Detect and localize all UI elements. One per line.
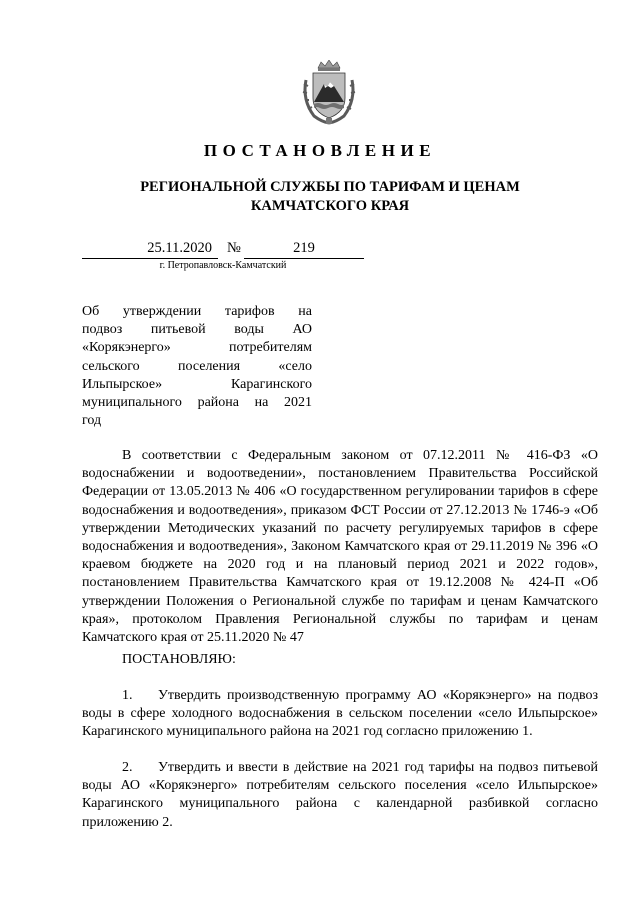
subject-line: «Корякэнерго» потребителям: [82, 340, 312, 356]
decree-item-2: [82, 759, 598, 832]
issuer-name-line: КАМЧАТСКОГО КРАЯ: [250, 198, 410, 214]
item-number: 1.: [122, 688, 133, 703]
document-number: 219: [244, 238, 364, 259]
subject-line: Ильпырское» Карагинского: [82, 376, 312, 392]
subject-line: год: [82, 413, 102, 429]
number-sign: №: [227, 240, 241, 256]
subject-line: сельского поселения «село: [82, 358, 312, 374]
item-text: Утвердить производственную программу АО «Корякэнерго» на подвоз воды в сфере холодного водоснабжения в сельском поселении «село Ильпырское» Карагинского муниципального района на 2021 год согласно приложению 1.: [82, 688, 598, 740]
decree-item-1: [82, 687, 598, 742]
city-label: г. Петропавловск-Камчатский: [159, 260, 287, 271]
kamchatka-coat-of-arms-icon: [300, 60, 358, 126]
decree-word: ПОСТАНОВЛЯЮ:: [122, 652, 236, 667]
item-number: 2.: [122, 760, 133, 775]
issuer-name: [100, 178, 560, 216]
item-text: Утвердить и ввести в действие на 2021 год тарифы на подвоз питьевой воды АО «Корякэнерго» потребителям сельского поселения «село Ильпырское» Карагинского муниципального района с календарной разбивкой согласно приложению 2.: [82, 760, 598, 830]
issuer-name-line: РЕГИОНАЛЬНОЙ СЛУЖБЫ ПО ТАРИФАМ И ЦЕНАМ: [140, 179, 520, 195]
subject-line: Об утверждении тарифов на: [82, 304, 312, 319]
document-date-value: 25.11.2020: [147, 240, 212, 256]
subject-line: подвоз питьевой воды АО: [82, 322, 312, 338]
preamble-paragraph: В соответствии с Федеральным законом от 07.12.2011 № 416-ФЗ «О водоснабжении и водоотведении», постановлением Правительства Российской Федерации от 13.05.2013 № 406 «О государственном регулировании тарифов в сфере водоснабжения и водоотведения», приказом ФСТ России от 27.12.2013 № 1746-э «Об утверждении Методических указаний по расчету регулируемых тарифов в сфере водоснабжения и водоотведения», Законом Камчатского края от 29.11.2019 № 396 «О краевом бюджете на 2020 год и на плановый период 2021 и 2022 годов», постановлением Правительства Камчатского края от 19.12.2008 № 424-П «Об утверждении Положения о Региональной службе по тарифам и ценам Камчатского края», протоколом Правления Региональной службы по тарифам и ценам Камчатского края от 25.11.2020 № 47: [82, 448, 598, 646]
document-title: ПОСТАНОВЛЕНИЕ: [203, 141, 437, 160]
subject-line: муниципального района на 2021: [82, 395, 312, 411]
document-subject: [82, 303, 312, 430]
document-date: [82, 238, 218, 259]
